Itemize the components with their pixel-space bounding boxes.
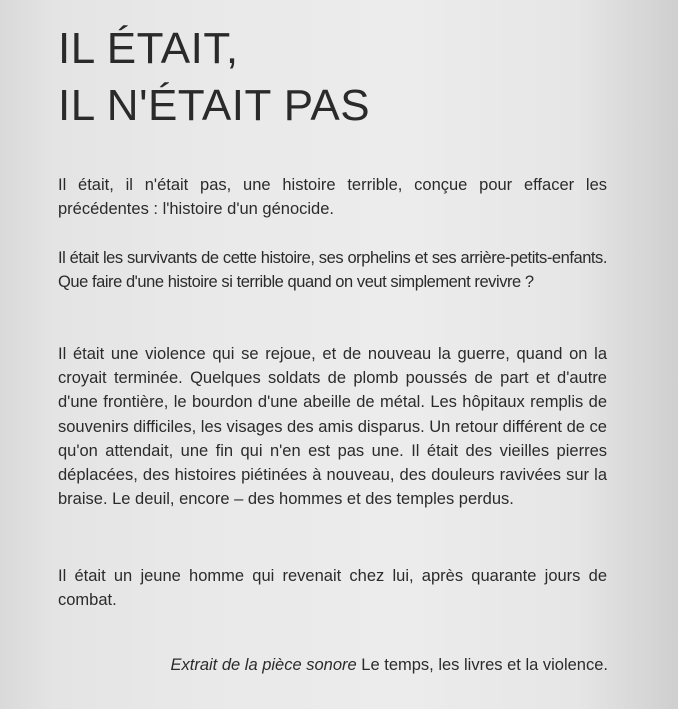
title-line-1: IL ÉTAIT, bbox=[58, 24, 239, 73]
paragraph-2: Il était les survivants de cette histoire, ses orphelins et ses arrière-petits-enfants. Que faire d'une histoire si terrible quand on veut simplement revivre ? bbox=[58, 249, 607, 292]
credit-work-title: Le temps, les livres et la violence. bbox=[361, 656, 608, 674]
paragraph-4: Il était un jeune homme qui revenait chez lui, après quarante jours de combat. bbox=[58, 567, 607, 610]
page-title bbox=[58, 20, 370, 134]
title-line-2: IL N'ÉTAIT PAS bbox=[58, 81, 371, 130]
credit-italic: Extrait de la pièce sonore bbox=[170, 656, 357, 674]
paragraph-3: Il était une violence qui se rejoue, et de nouveau la guerre, quand on la croyait terminée. Quelques soldats de plomb poussés de part et d'autre d'une frontière, le bourdon d'une abeille de métal. Les hôpitaux remplis de souvenirs difficiles, les visages des amis disparus. Un retour différent de ce qu'on attendait, une fin qui n'en est pas une. Il était des vieilles pierres déplacées, des histoires piétinées à nouveau, des douleurs ravivées sur la braise. Le deuil, encore – des hommes et des temples perdus. bbox=[58, 345, 607, 509]
paragraph-1: Il était, il n'était pas, une histoire terrible, conçue pour effacer les précédentes : l'histoire d'un génocide. bbox=[58, 176, 607, 219]
source-credit bbox=[171, 653, 609, 677]
